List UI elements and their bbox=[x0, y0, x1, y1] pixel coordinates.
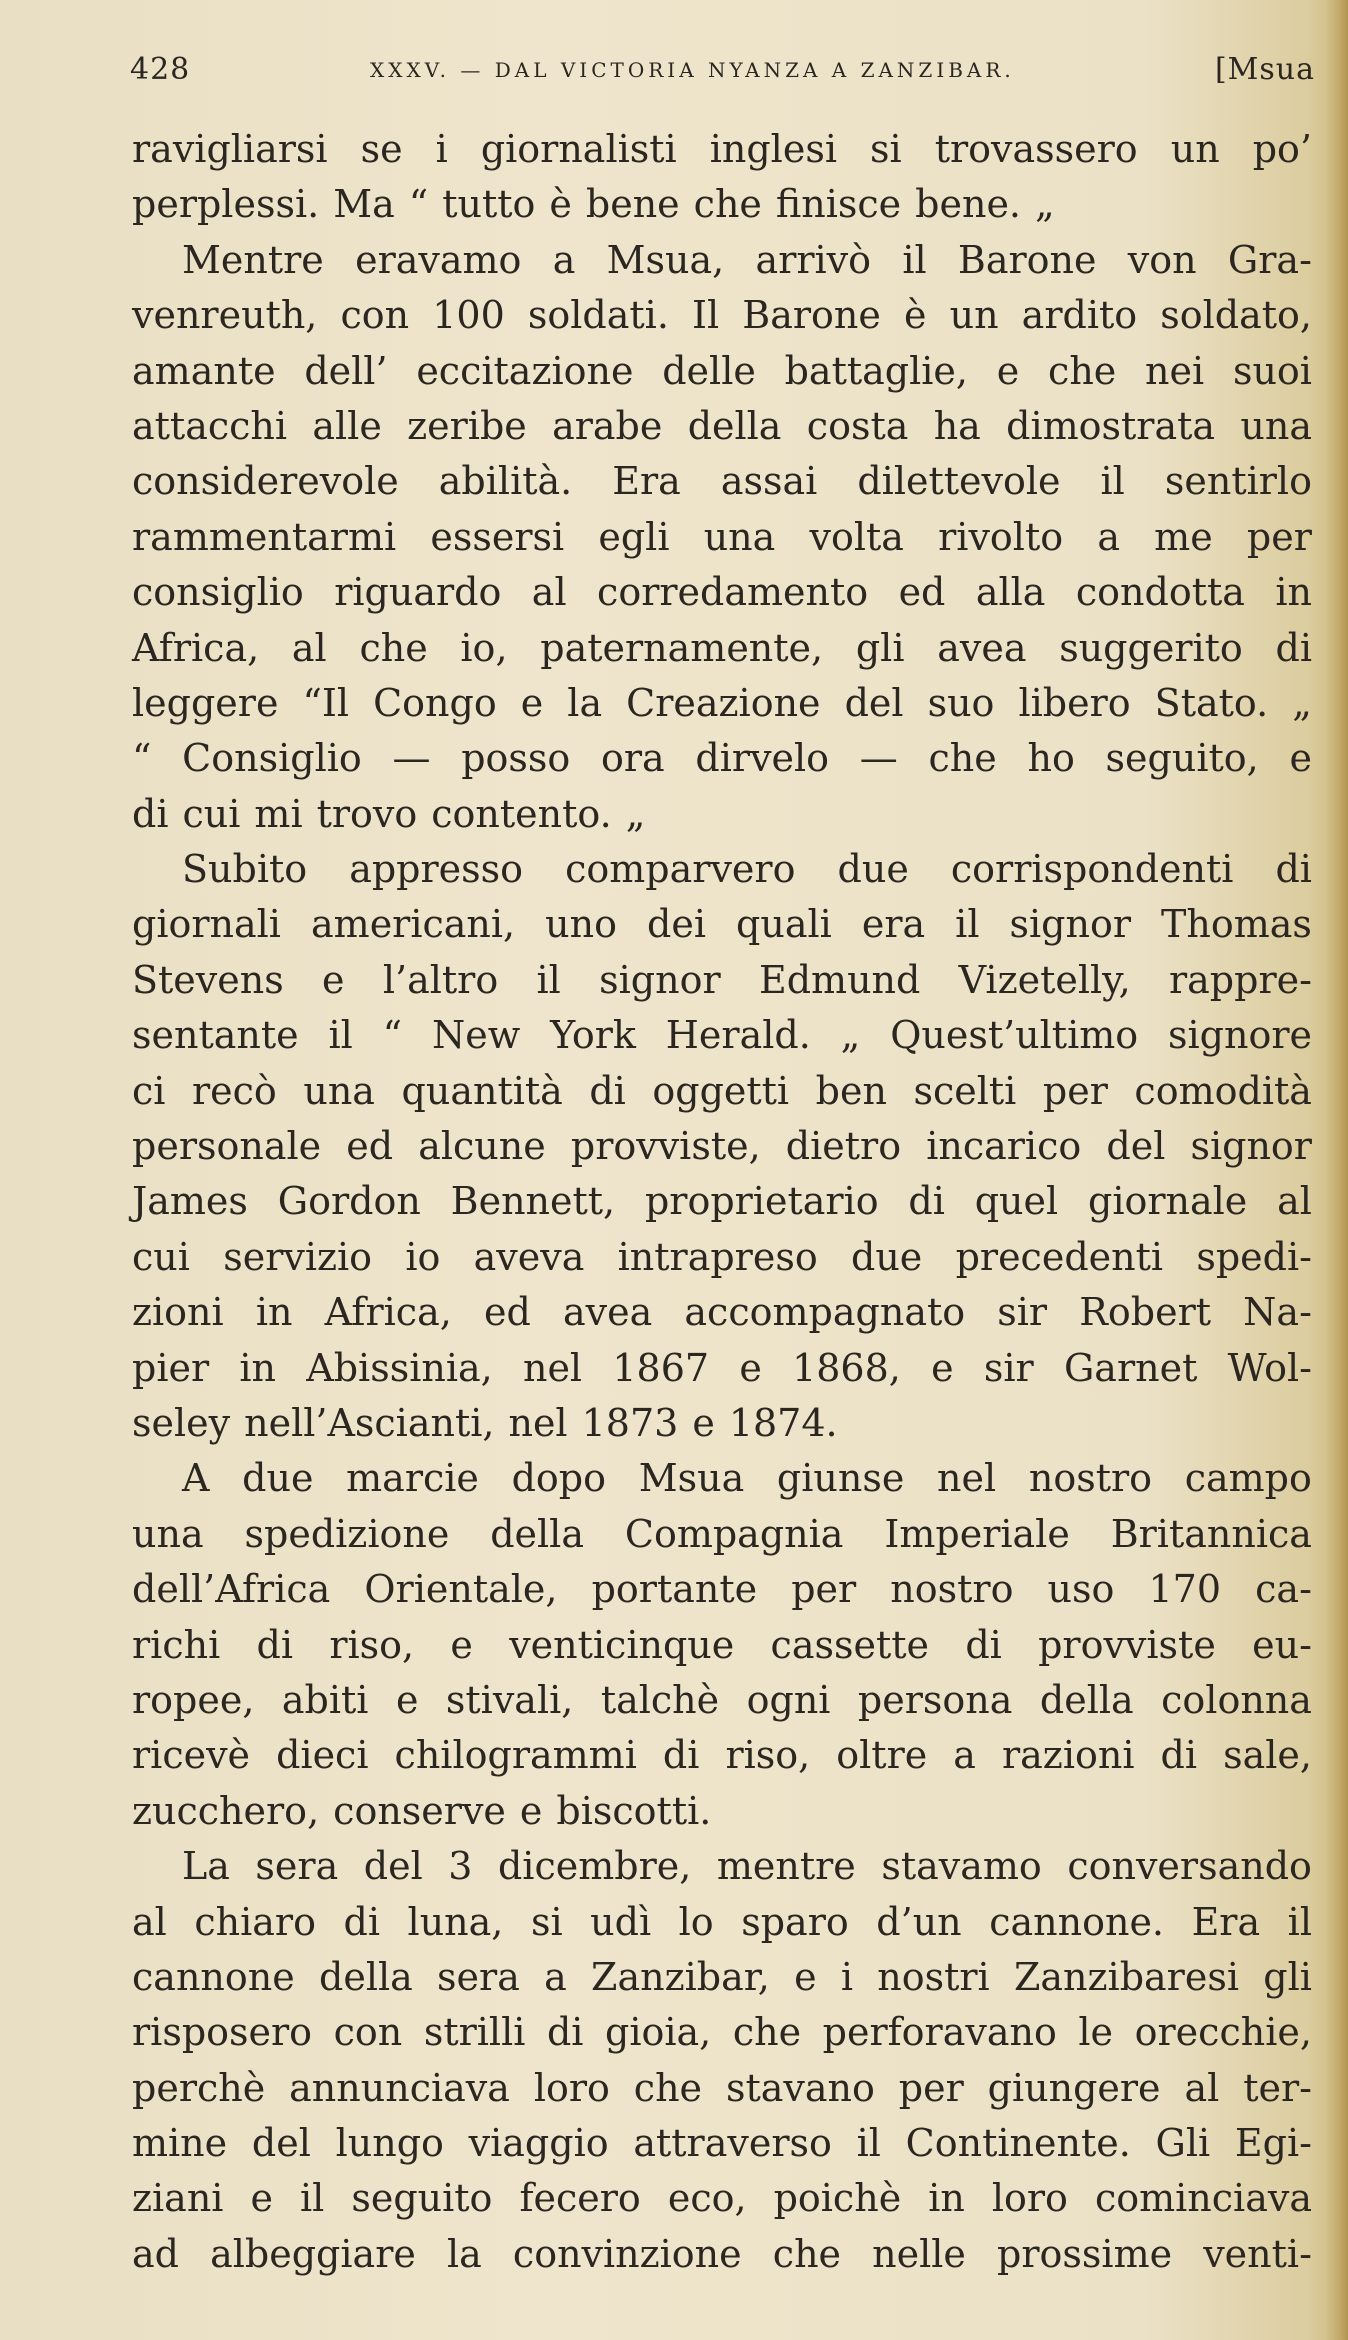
text-line: al chiaro di luna, si udì lo sparo d’un cannone. Era il bbox=[132, 1899, 1312, 1944]
page-header bbox=[130, 52, 1315, 92]
text-line: ad albeggiare la convinzione che nelle prossime venti- bbox=[132, 2231, 1312, 2276]
text-line: seley nell’Ascianti, nel 1873 e 1874. bbox=[132, 1400, 838, 1445]
body-text bbox=[132, 122, 1312, 2282]
text-line: Africa, al che io, paternamente, gli avea suggerito di bbox=[132, 625, 1312, 670]
text-line: zioni in Africa, ed avea accompagnato sir Robert Na- bbox=[132, 1290, 1312, 1335]
text-line: personale ed alcune provviste, dietro incarico del signor bbox=[132, 1124, 1312, 1169]
text-line: ropee, abiti e stivali, talchè ogni persona della colonna bbox=[132, 1677, 1312, 1722]
text-line: una spedizione della Compagnia Imperiale Britannica bbox=[132, 1511, 1312, 1556]
text-line: James Gordon Bennett, proprietario di quel giornale al bbox=[132, 1179, 1312, 1224]
text-line: “ Consiglio — posso ora dirvelo — che ho seguito, e bbox=[132, 736, 1312, 781]
text-line: sentante il “ New York Herald. „ Quest’ultimo signore bbox=[132, 1013, 1312, 1058]
text-line: amante dell’ eccitazione delle battaglie, e che nei suoi bbox=[132, 348, 1312, 393]
text-line: pier in Abissinia, nel 1867 e 1868, e sir Garnet Wol- bbox=[132, 1345, 1312, 1390]
text-line: cannone della sera a Zanzibar, e i nostri Zanzibaresi gli bbox=[132, 1954, 1312, 1999]
text-line: ziani e il seguito fecero eco, poichè in loro cominciava bbox=[132, 2176, 1312, 2221]
text-line: Mentre eravamo a Msua, arrivò il Barone von Gra- bbox=[182, 237, 1312, 282]
text-line: Subito appresso comparvero due corrispondenti di bbox=[182, 847, 1312, 892]
page-edge bbox=[1326, 0, 1348, 2340]
text-line: perchè annunciava loro che stavano per giungere al ter- bbox=[132, 2065, 1312, 2110]
section-marker: [Msua bbox=[1214, 52, 1315, 87]
running-head: XXXV. — DAL VICTORIA NYANZA A ZANZIBAR. bbox=[370, 58, 1015, 82]
text-line: di cui mi trovo contento. „ bbox=[132, 791, 646, 836]
text-line: Stevens e l’altro il signor Edmund Vizetelly, rappre- bbox=[132, 957, 1312, 1002]
text-line: cui servizio io aveva intrapreso due precedenti spedi- bbox=[132, 1234, 1312, 1279]
text-line: A due marcie dopo Msua giunse nel nostro campo bbox=[182, 1456, 1312, 1501]
text-line: dell’Africa Orientale, portante per nostro uso 170 ca- bbox=[132, 1567, 1312, 1612]
text-line: zucchero, conserve e biscotti. bbox=[132, 1788, 712, 1833]
text-line: La sera del 3 dicembre, mentre stavamo conversando bbox=[182, 1844, 1312, 1889]
text-line: ci recò una quantità di oggetti ben scelti per comodità bbox=[132, 1068, 1312, 1113]
text-line: ricevè dieci chilogrammi di riso, oltre a razioni di sale, bbox=[132, 1733, 1312, 1778]
text-line: giornali americani, uno dei quali era il signor Thomas bbox=[132, 902, 1312, 947]
text-line: risposero con strilli di gioia, che perforavano le orecchie, bbox=[132, 2010, 1312, 2055]
text-line: leggere “Il Congo e la Creazione del suo libero Stato. „ bbox=[132, 680, 1312, 725]
text-line: ravigliarsi se i giornalisti inglesi si trovassero un po’ bbox=[132, 127, 1312, 171]
text-line: mine del lungo viaggio attraverso il Continente. Gli Egi- bbox=[132, 2121, 1312, 2166]
page-number: 428 bbox=[130, 52, 191, 87]
text-line: richi di riso, e venticinque cassette di provviste eu- bbox=[132, 1622, 1312, 1667]
text-line: rammentarmi essersi egli una volta rivolto a me per bbox=[132, 514, 1312, 559]
text-line: consiglio riguardo al corredamento ed alla condotta in bbox=[132, 570, 1312, 615]
text-line: attacchi alle zeribe arabe della costa ha dimostrata una bbox=[132, 403, 1312, 448]
text-line: venreuth, con 100 soldati. Il Barone è un ardito soldato, bbox=[132, 293, 1312, 338]
text-line: perplessi. Ma “ tutto è bene che finisce bene. „ bbox=[132, 182, 1055, 227]
text-line: considerevole abilità. Era assai dilettevole il sentirlo bbox=[132, 459, 1312, 504]
